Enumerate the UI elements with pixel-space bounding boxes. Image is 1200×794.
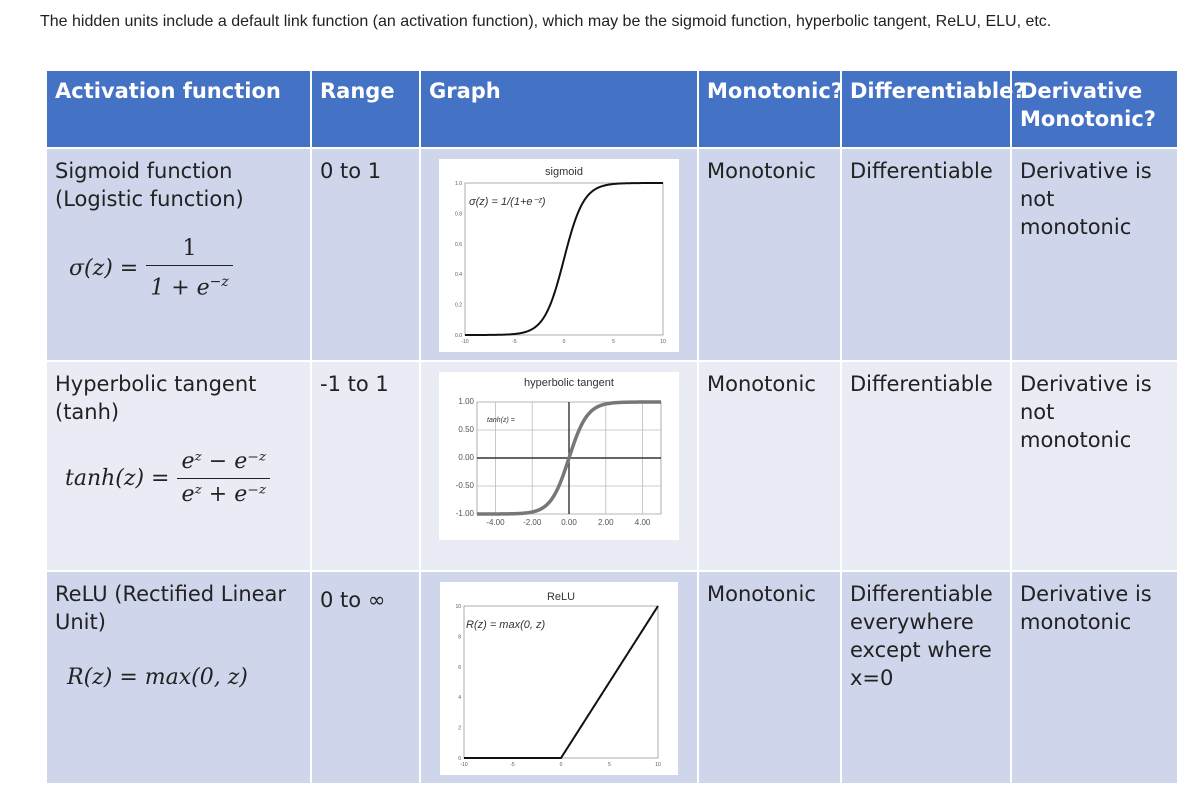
- x-tick-label: 10: [655, 762, 661, 768]
- y-tick-label: 0.4: [455, 272, 462, 279]
- x-tick-label: 4.00: [634, 518, 651, 527]
- cell-derivative: Derivative is not monotonic: [1011, 361, 1178, 571]
- y-tick-label: 0.0: [455, 333, 462, 339]
- formula-exponent: −z: [209, 274, 229, 290]
- header-range: Range: [311, 70, 420, 148]
- y-tick-label: 0.00: [458, 453, 474, 462]
- x-tick-label: -4.00: [486, 518, 505, 527]
- y-tick-label: -1.00: [455, 509, 474, 518]
- sigmoid-chart: [439, 159, 679, 352]
- x-tick-label: 0.00: [561, 518, 577, 527]
- tanh-formula: [65, 448, 302, 509]
- cell-differentiable: Differentiable everywhere except where x=0: [841, 571, 1011, 784]
- formula-denominator: eᶻ + e⁻ᶻ: [177, 478, 270, 509]
- relu-formula: R(z) = max(0, z): [67, 665, 248, 690]
- chart-title: hyperbolic tangent: [524, 377, 614, 389]
- x-tick-label: 0: [559, 762, 563, 768]
- y-tick-label: 1.0: [455, 181, 462, 187]
- relu-chart: [440, 582, 678, 775]
- cell-derivative: Derivative is not monotonic: [1011, 148, 1178, 361]
- y-tick-label: 1.00: [458, 397, 474, 406]
- x-tick-label: -5: [510, 762, 515, 768]
- cell-monotonic: Monotonic: [698, 571, 841, 784]
- cell-graph: [420, 571, 698, 784]
- y-tick-label: 0: [458, 756, 461, 762]
- formula-numerator: eᶻ − e⁻ᶻ: [181, 449, 267, 474]
- header-activation-function: Activation function: [46, 70, 311, 148]
- x-tick-label: -10: [460, 762, 468, 768]
- y-tick-label: 6: [458, 664, 461, 671]
- x-tick-label: -10: [461, 339, 469, 345]
- table-header-row: [46, 70, 1178, 148]
- activation-functions-table: [45, 69, 1179, 785]
- x-tick-label: 10: [660, 339, 666, 345]
- y-tick-label: -0.50: [455, 481, 474, 490]
- x-tick-label: -2.00: [523, 518, 542, 527]
- header-monotonic: Monotonic?: [698, 70, 841, 148]
- x-tick-label: 2.00: [598, 518, 614, 527]
- cell-derivative: Derivative is monotonic: [1011, 571, 1178, 784]
- cell-differentiable: Differentiable: [841, 148, 1011, 361]
- formula-lhs: tanh(z) =: [65, 465, 170, 491]
- chart-formula-label: R(z) = max(0, z): [466, 619, 546, 631]
- cell-monotonic: Monotonic: [698, 361, 841, 571]
- y-tick-label: 8: [458, 634, 461, 641]
- y-tick-label: 0.2: [455, 302, 462, 309]
- table-row-sigmoid: [46, 148, 1178, 361]
- chart-formula-label: σ(z) = 1/(1+e⁻ᶻ): [469, 196, 546, 208]
- cell-graph: [420, 361, 698, 571]
- header-differentiable: Differentiable?: [841, 70, 1011, 148]
- cell-monotonic: Monotonic: [698, 148, 841, 361]
- cell-range: 0 to ∞: [311, 571, 420, 784]
- chart-title: ReLU: [546, 591, 576, 603]
- cell-function: [46, 148, 311, 361]
- y-tick-label: 0.50: [458, 425, 474, 434]
- cell-differentiable: Differentiable: [841, 361, 1011, 571]
- formula-numerator: 1: [182, 236, 197, 261]
- cell-range: -1 to 1: [311, 361, 420, 571]
- chart-title: sigmoid: [545, 166, 583, 178]
- header-derivative-monotonic: Derivative Monotonic?: [1011, 70, 1178, 148]
- function-name: ReLU (Rectified Linear Unit): [55, 582, 287, 634]
- table-row-tanh: [46, 361, 1178, 571]
- header-graph: Graph: [420, 70, 698, 148]
- x-tick-label: 5: [612, 339, 615, 345]
- y-tick-label: 2: [458, 725, 461, 732]
- sigmoid-formula: [69, 235, 302, 302]
- cell-graph: [420, 148, 698, 361]
- intro-text: The hidden units include a default link function (an activation function), which may be the sigmoid function, hyperbolic tangent, ReLU, ELU, etc.: [40, 13, 1052, 30]
- formula-lhs: σ(z) =: [69, 255, 139, 281]
- y-tick-label: 0.6: [455, 241, 462, 248]
- y-tick-label: 10: [455, 604, 461, 610]
- chart-formula-label: tanh(z) =: [487, 417, 515, 424]
- x-tick-label: -5: [512, 339, 517, 345]
- function-name: Sigmoid function (Logistic function): [55, 159, 244, 211]
- tanh-chart: [439, 372, 679, 540]
- cell-function: [46, 361, 311, 571]
- y-tick-label: 0.8: [455, 211, 462, 218]
- cell-range: 0 to 1: [311, 148, 420, 361]
- cell-function: [46, 571, 311, 784]
- x-tick-label: 0: [562, 339, 566, 345]
- formula-denominator: 1 + e: [150, 275, 210, 301]
- x-tick-label: 5: [608, 762, 611, 768]
- y-tick-label: 4: [458, 695, 461, 702]
- table-row-relu: [46, 571, 1178, 784]
- function-name: Hyperbolic tangent (tanh): [55, 372, 257, 424]
